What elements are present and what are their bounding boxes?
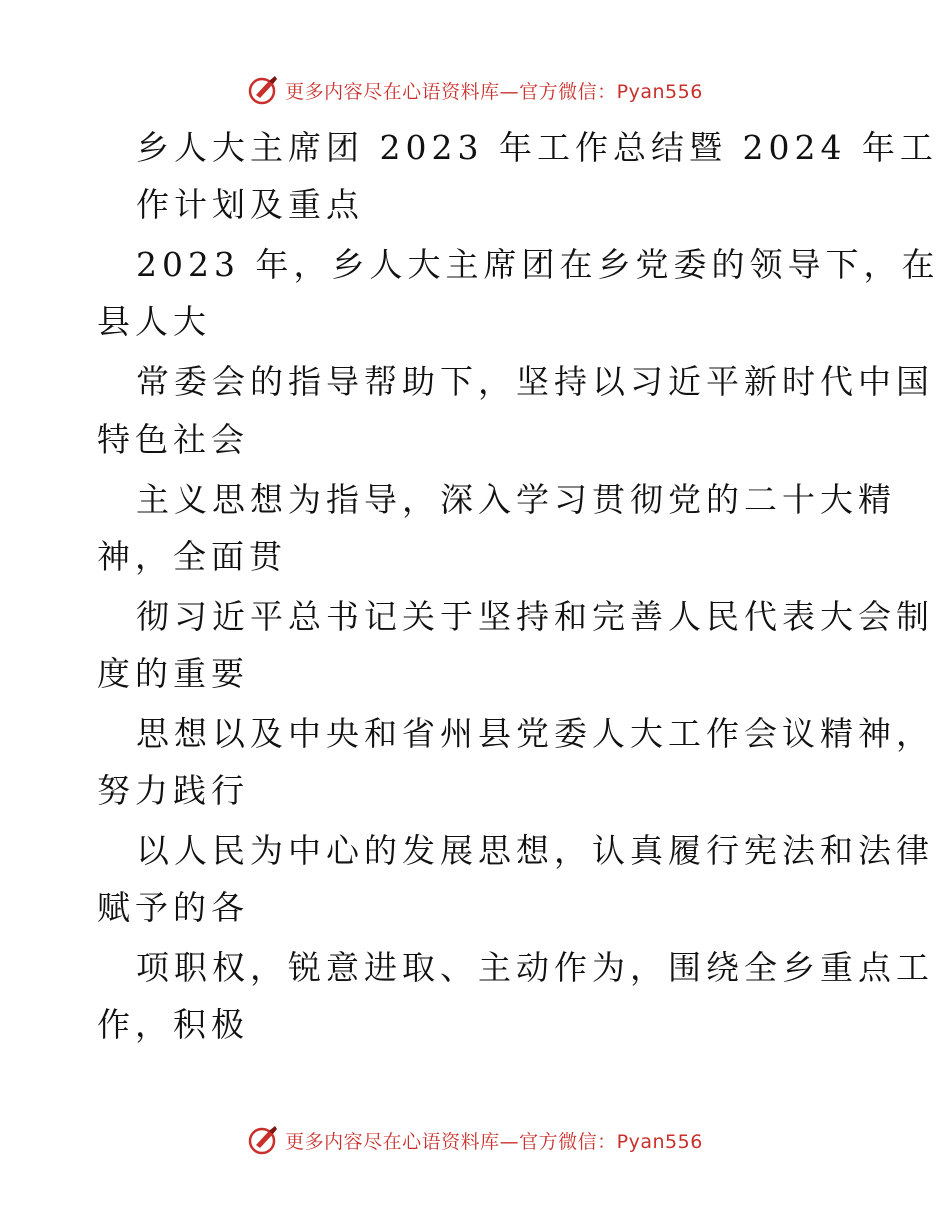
text-line: 项职权，锐意进取、主动作为，围绕全乡重点工	[136, 948, 934, 987]
text-line: 县人大	[97, 302, 211, 341]
text-line: 神，全面贯	[97, 537, 287, 576]
text-line: 乡人大主席团 2023 年工作总结暨 2024 年工	[136, 128, 938, 167]
text-line: 彻习近平总书记关于坚持和完善人民代表大会制	[136, 597, 934, 636]
watermark-text: 更多内容尽在心语资料库—官方微信：Pyan556	[285, 1130, 703, 1153]
header-watermark	[0, 70, 950, 110]
text-line: 思想以及中央和省州县党委人大工作会议精神，	[136, 714, 934, 753]
text-line: 作，积极	[97, 1005, 249, 1044]
brand-logo-icon	[247, 73, 281, 107]
text-line: 常委会的指导帮助下，坚持以习近平新时代中国	[136, 362, 934, 401]
text-line: 特色社会	[97, 420, 249, 459]
text-line: 以人民为中心的发展思想，认真履行宪法和法律	[136, 831, 934, 870]
watermark-text: 更多内容尽在心语资料库—官方微信：Pyan556	[285, 80, 703, 103]
text-line: 主义思想为指导，深入学习贯彻党的二十大精	[136, 480, 896, 519]
footer-watermark	[0, 1120, 950, 1160]
text-line: 度的重要	[97, 654, 249, 693]
text-line: 努力践行	[97, 771, 249, 810]
text-line: 2023 年，乡人大主席团在乡党委的领导下，在	[136, 245, 940, 284]
text-line: 作计划及重点	[136, 185, 364, 224]
brand-logo-icon	[247, 1123, 281, 1157]
text-line: 赋予的各	[97, 888, 249, 927]
